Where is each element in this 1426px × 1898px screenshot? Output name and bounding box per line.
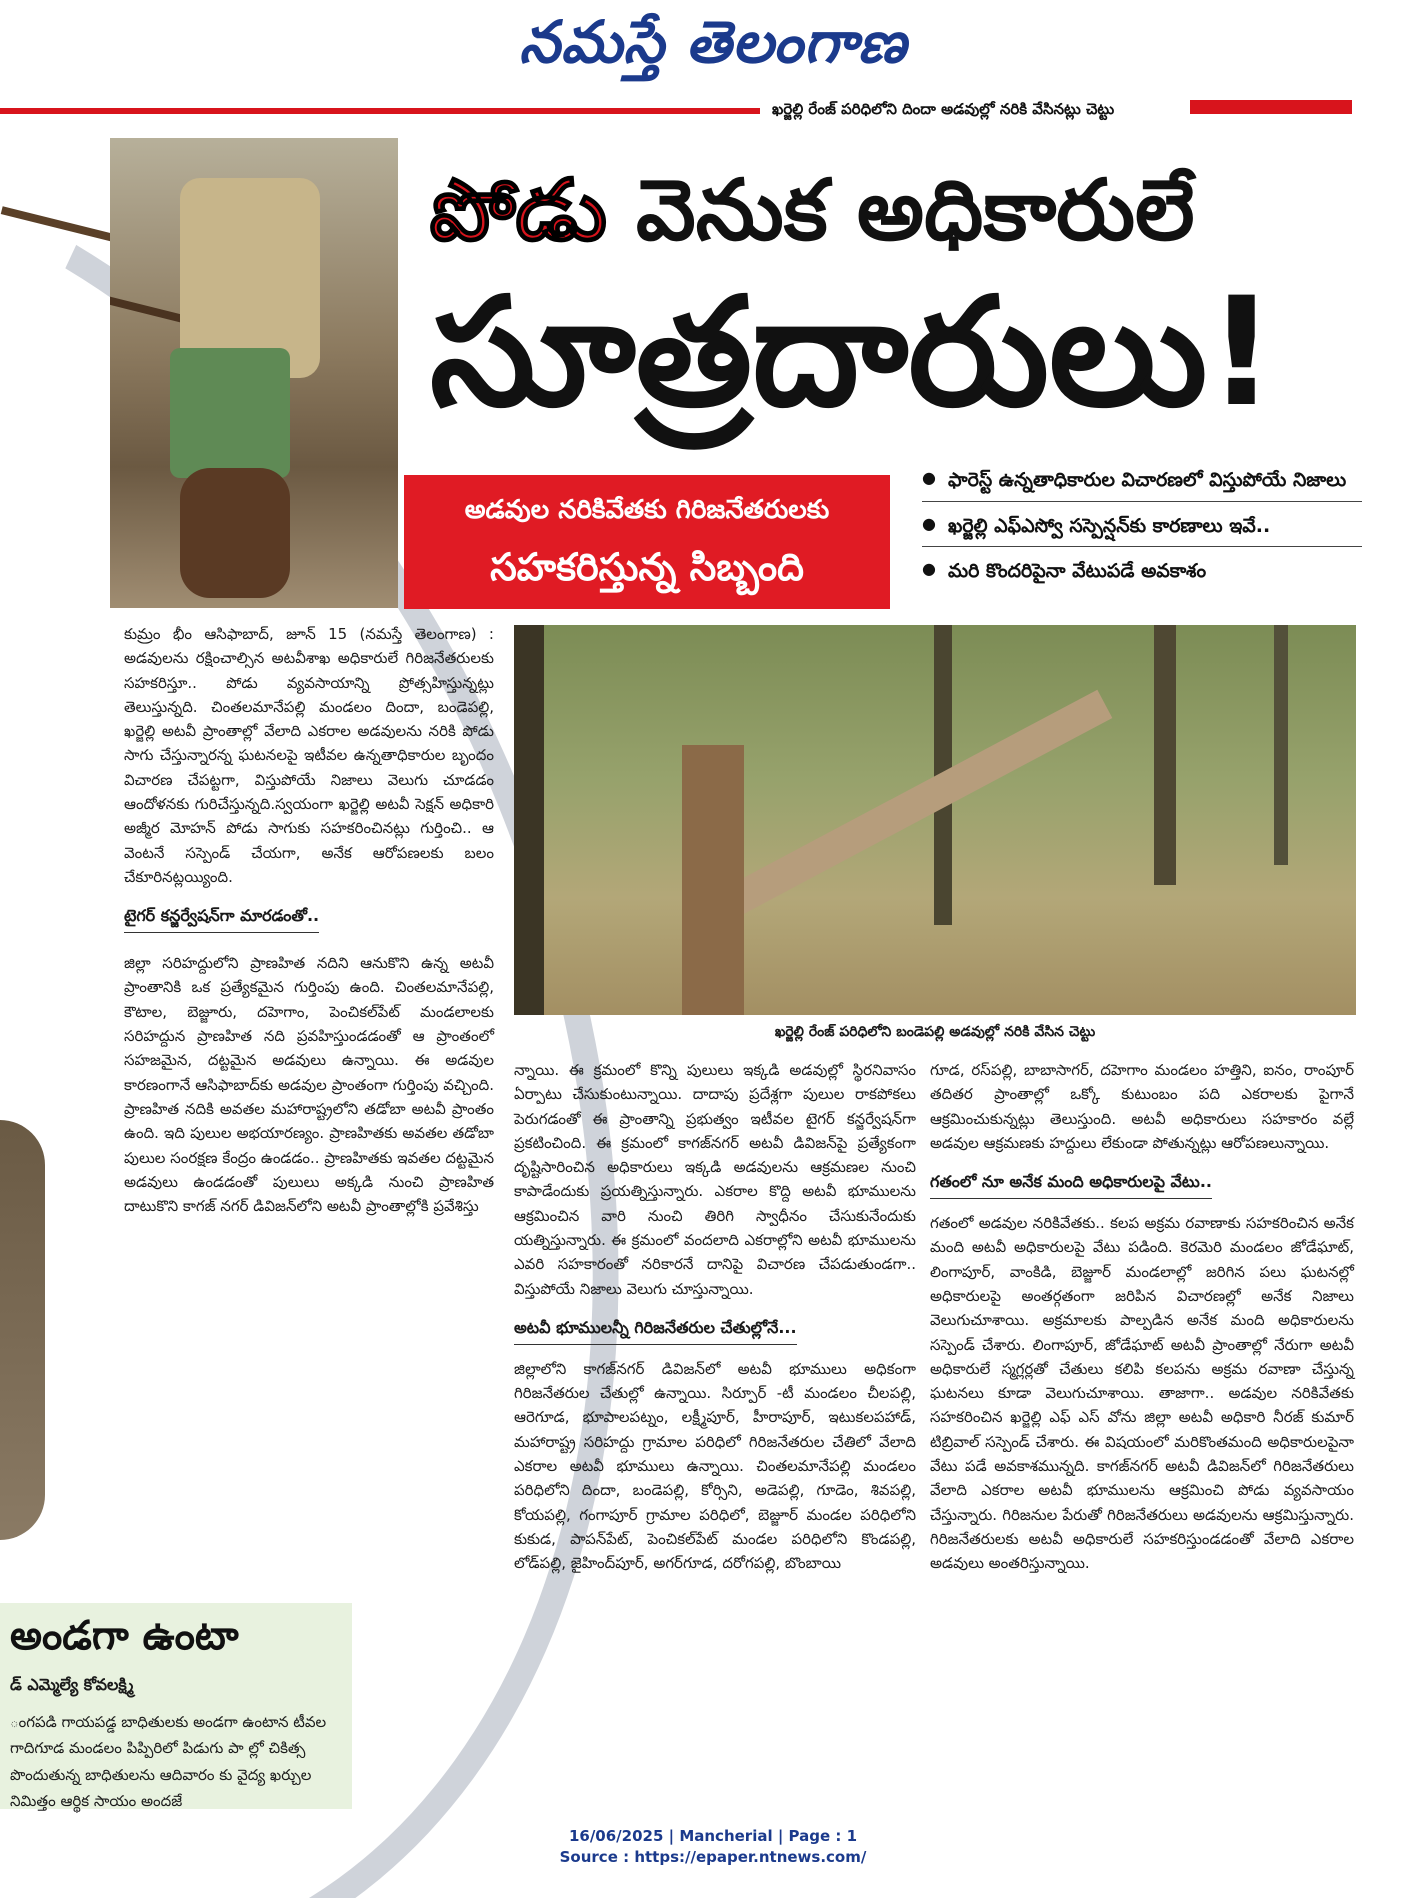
article-subheading: అటవీ భూములన్నీ గిరిజనేతరుల చేతుల్లోనే...: [514, 1315, 797, 1345]
article-paragraph: జిల్లాలోని కాగజ్‌నగర్ డివిజన్‌లో అటవీ భూములు అధికంగా గిరిజనేతరుల చేతుల్లో ఉన్నాయి. సిర్పూర్ -టీ మండలం చీలపల్లి, ఆరెగూడ, భూపాలపట్నం, లక్ష్మీపూర్, హీరాపూర్, ఇటుకలపహాడ్, మహారాష్ట్ర సరిహద్దు గ్రామాల పరిధిలో గిరిజనేతరుల చేతిలో వేలాది ఎకరాల అటవీ భూములు ఉన్నాయి. చింతలమానేపల్లి మండలం పరిధిలోని దిందా, బండెపల్లి, కోర్సిని, అడెపల్లి, గూడెం, శివపల్లి, కోయపల్లి, గంగాపూర్ గ్రామాల పరిధిలో, బెజ్జూర్ మండల పరిధిలోని కుకుడ, పాపన్‌పేట్, పెంచికల్‌పేట్ మండల పరిధిలోని కొండపల్లి, లోడ్‌పల్లి, జైహింద్‌పూర్, అగర్‌గూడ, దరోగపల్లి, బొంబాయి: [514, 1359, 916, 1573]
article-column-1: [124, 622, 494, 1218]
article-paragraph: గతంలో అడవుల నరికివేతకు.. కలప అక్రమ రవాణాకు సహకరించిన అనేక మంది అటవీ అధికారులపై వేటు పడింది. కెరమెరి మండలం జోడేఘాట్, లింగాపూర్, వాంకిడి, బెజ్జూర్ మండలాల్లో జరిగిన పలు ఘటనల్లో అధికారులపై అంతర్గతంగా జరిపిన విచారణల్లో అనేక నిజాలు వెలుగుచూశాయి. అక్రమాలకు పాల్పడిన అనేక మంది అధికారులను సస్పెండ్ చేశారు. లింగాపూర్, జోడేఘాట్ అటవీ ప్రాంతాల్లో నేరుగా అటవీ అధికారులే స్మగ్లర్లతో చేతులు కలిపి కలపను అక్రమ రవాణా చేస్తున్న ఘటనలు కూడా వెలుగుచూశాయి. తాజాగా.. అడవుల నరికివేతకు సహకరించిన ఖర్జెల్లి ఎఫ్ ఎస్ వోను జిల్లా అటవీ అధికారి నీరజ్ కుమార్ టిబ్రివాల్ సస్పెండ్ చేశారు. ఈ విషయంలో మరికొంతమంది అధికారులపైనా వేటు పడే అవకాశమున్నది. కాగజ్‌నగర్ అటవీ డివిజన్‌లో గిరిజనేతరులు వేలాది ఎకరాల అటవీ భూములను ఆక్రమించి పోడు వ్యవసాయం చేస్తున్నారు. గిరిజనుల పేరుతో గిరిజనేతరులు అడవులను ఆక్రమిస్తున్నారు. గిరిజనేతరులకు అటవీ అధికారులే సహకరిస్తుండడంతో వేలాది ఎకరాల అడవులు అంతరిస్తున్నాయి.: [930, 1214, 1354, 1573]
related-story-text: ంగపడి గాయపడ్డ బాధితులకు అండగా ఉంటాన టీవల గాదిగూడ మండలం పిప్పిరిలో పిడుగు పా ల్లో చికిత్స పొందుతున్న బాధితులను ఆదివారం కు వైద్య ఖర్చుల నిమిత్తం ఆర్థిక సాయం అందజే: [10, 1713, 327, 1810]
red-box-line2: సహకరిస్తున్న సిబ్బంది: [490, 545, 804, 589]
highlight-bullets: [922, 466, 1362, 596]
headline-red-word: పోడు: [430, 161, 607, 259]
photo-caption: ఖర్జెల్లి రేంజ్ పరిధిలోని బండెపల్లి అడవుల్లో నరికి వేసిన చెట్టు: [774, 1024, 1096, 1040]
bullet-item: ● ఫారెస్ట్ ఉన్నతాధికారుల విచారణలో విస్తుపోయే నిజాలు: [922, 466, 1362, 502]
photo-felled-tree: [514, 625, 1356, 1015]
photo-boy-digging: [110, 138, 398, 608]
article-paragraph: జిల్లా సరిహద్దులోని ప్రాణహిత నదిని ఆనుకొని ఉన్న అటవీ ప్రాంతానికి ఒక ప్రత్యేకమైన గుర్తింపు ఉంది. చింతలమానేపల్లి, కౌటాల, బెజ్జూరు, దహెగాం, పెంచికల్‌పేట్ మండలాలకు సరిహద్దున ప్రాణహిత నది ప్రవహిస్తుండడంతో ఆ ప్రాంతంలో సహజమైన, దట్టమైన అడవులు ఉన్నాయి. ఈ అడవుల కారణంగానే ఆసిఫాబాద్‌కు అడవుల ప్రాంతంగా గుర్తింపు వచ్చింది. ప్రాణహిత నదికి అవతల మహారాష్ట్రలోని తడోబా అటవీ ప్రాంతం ఉంది. ఇది పులుల అభయారణ్యం. ప్రాణహితకు అవతల తడోబా పులుల సంరక్షణ కేంద్రం ఉండడం.. ప్రాణహితకు ఇవతల దట్టమైన అడవులు ఉండడంతో పులులు అక్కడి నుంచి ప్రాణహిత దాటుకొని కాగజ్ నగర్ డివిజన్‌లోని అటవీ ప్రాంతాల్లోకి ప్రవేశిస్తు: [124, 954, 494, 1216]
article-subheading: టైగర్ కన్జర్వేషన్‌గా మారడంతో..: [124, 903, 319, 933]
headline-line1: [430, 161, 1195, 259]
header-rule-right: [1190, 100, 1352, 114]
masthead-logo: నమస్తే తెలంగాణ: [519, 8, 907, 76]
red-box-line1: అడవుల నరికివేతకు గిరిజనేతరులకు: [464, 495, 830, 525]
article-paragraph: గూడ, రస్‌పల్లి, బాబాసాగర్, దహెగాం మండలం హత్తిని, ఐనం, రాంపూర్ తదితర ప్రాంతాల్లో ఒక్కో కుటుంబం పది ఎకరాలకు పైగానే ఆక్రమించుకున్నట్లు తెలుస్తుంది. అటవీ అధికారులు సహకారం వల్లే అడవుల ఆక్రమణకు హద్దులు లేకుండా పోతున్నట్లు ఆరోపణలున్నాయి.: [930, 1061, 1354, 1152]
subheadline-red-box: [404, 475, 890, 609]
related-story-byline: డ్ ఎమ్మెల్యే కోవలక్ష్మి: [10, 1675, 134, 1694]
article-paragraph: కుమ్రం భీం ఆసిఫాబాద్, జూన్ 15 (నమస్తే తెలంగాణ) : అడవులను రక్షించాల్సిన అటవీశాఖ అధికారులే గిరిజనేతరులకు సహకరిస్తూ.. పోడు వ్యవసాయాన్ని ప్రోత్సహిస్తున్నట్లు తెలుస్తున్నది. చింతలమానేపల్లి మండలం దిందా, బండెపల్లి, ఖర్జెల్లి అటవీ ప్రాంతాల్లో వేలాది ఎకరాల అడవులను నరికి పోడు సాగు చేస్తున్నారన్న ఘటనలపై ఇటీవల ఉన్నతాధికారుల బృందం విచారణ చేపట్టగా, విస్తుపోయే నిజాలు వెలుగు చూడడం ఆందోళనకు గురిచేస్తున్నది.స్వయంగా ఖర్జెల్లి అటవీ సెక్షన్ అధికారి అజ్మీర మోహన్ పోడు సాగుకు సహకరించినట్లు గుర్తించి.. ఆ వెంటనే సస్పెండ్ చేయగా, అనేక ఆరోపణలకు బలం చేకూరినట్లయ్యింది.: [124, 625, 494, 886]
footer-date-edition: 16/06/2025 | Mancherial | Page : 1: [568, 1827, 858, 1845]
article-column-3: [930, 1058, 1354, 1576]
page-footer: [0, 1826, 1426, 1868]
headline-line2: సూత్రదారులు!: [430, 266, 1276, 440]
bullet-item: ● ఖర్జెల్లి ఎఫ్ఎస్వో సస్పెన్షన్‌కు కారణాలు ఇవే..: [922, 512, 1362, 548]
top-photo-caption: ఖర్జెల్లి రేంజ్ పరిధిలోని దిందా అడవుల్లో నరికి వేసినట్లు చెట్టు: [772, 100, 1115, 118]
related-story-box: [0, 1603, 352, 1809]
footer-source-link[interactable]: Source : https://epaper.ntnews.com/: [559, 1848, 867, 1866]
bullet-item: ● మరి కొందరిపైనా వేటుపడే అవకాశం: [922, 557, 1362, 586]
article-paragraph: న్నాయి. ఈ క్రమంలో కొన్ని పులులు ఇక్కడి అడవుల్లో స్థిరనివాసం ఏర్పాటు చేసుకుంటున్నాయి. దాదాపు ప్రదేశ్లగా పులుల రాకపోకలు పెరుగడంతో ఈ ప్రాంతాన్ని ప్రభుత్వం ఇటీవల టైగర్ కన్జర్వేషన్‌గా ప్రకటించింది. ఈ క్రమంలో కాగజ్‌నగర్ అటవీ డివిజన్‌పై ప్రత్యేకంగా దృష్టిసారించిన అధికారులు ఇక్కడి అడవులను ఆక్రమణల నుంచి కాపాడేందుకు ప్రయత్నిస్తున్నారు. ఎకరాల కొద్ది అటవీ భూములను ఆక్రమించిన వారి నుంచి తిరిగి స్వాధీనం చేసుకునేందుకు యత్నిస్తున్నారు. ఈ క్రమంలో వందలాది ఎకరాల్లోని అటవీ భూములను ఎవరి సహకారంతో నరికారనే దానిపై విచారణ చేపడుతుండగా.. విస్తుపోయే నిజాలు వెలుగు చూస్తున్నాయి.: [514, 1061, 916, 1298]
article-subheading: గతంలో నూ అనేక మంది అధికారులపై వేటు..: [930, 1169, 1212, 1199]
article-column-2: [514, 1058, 916, 1576]
headline-black-words: వెనుక అధికారులే: [606, 161, 1195, 259]
field-photo-fragment: [0, 1120, 45, 1540]
header-rule-left: [0, 108, 760, 114]
related-story-headline: అండగా ఉంటా: [10, 1613, 239, 1659]
